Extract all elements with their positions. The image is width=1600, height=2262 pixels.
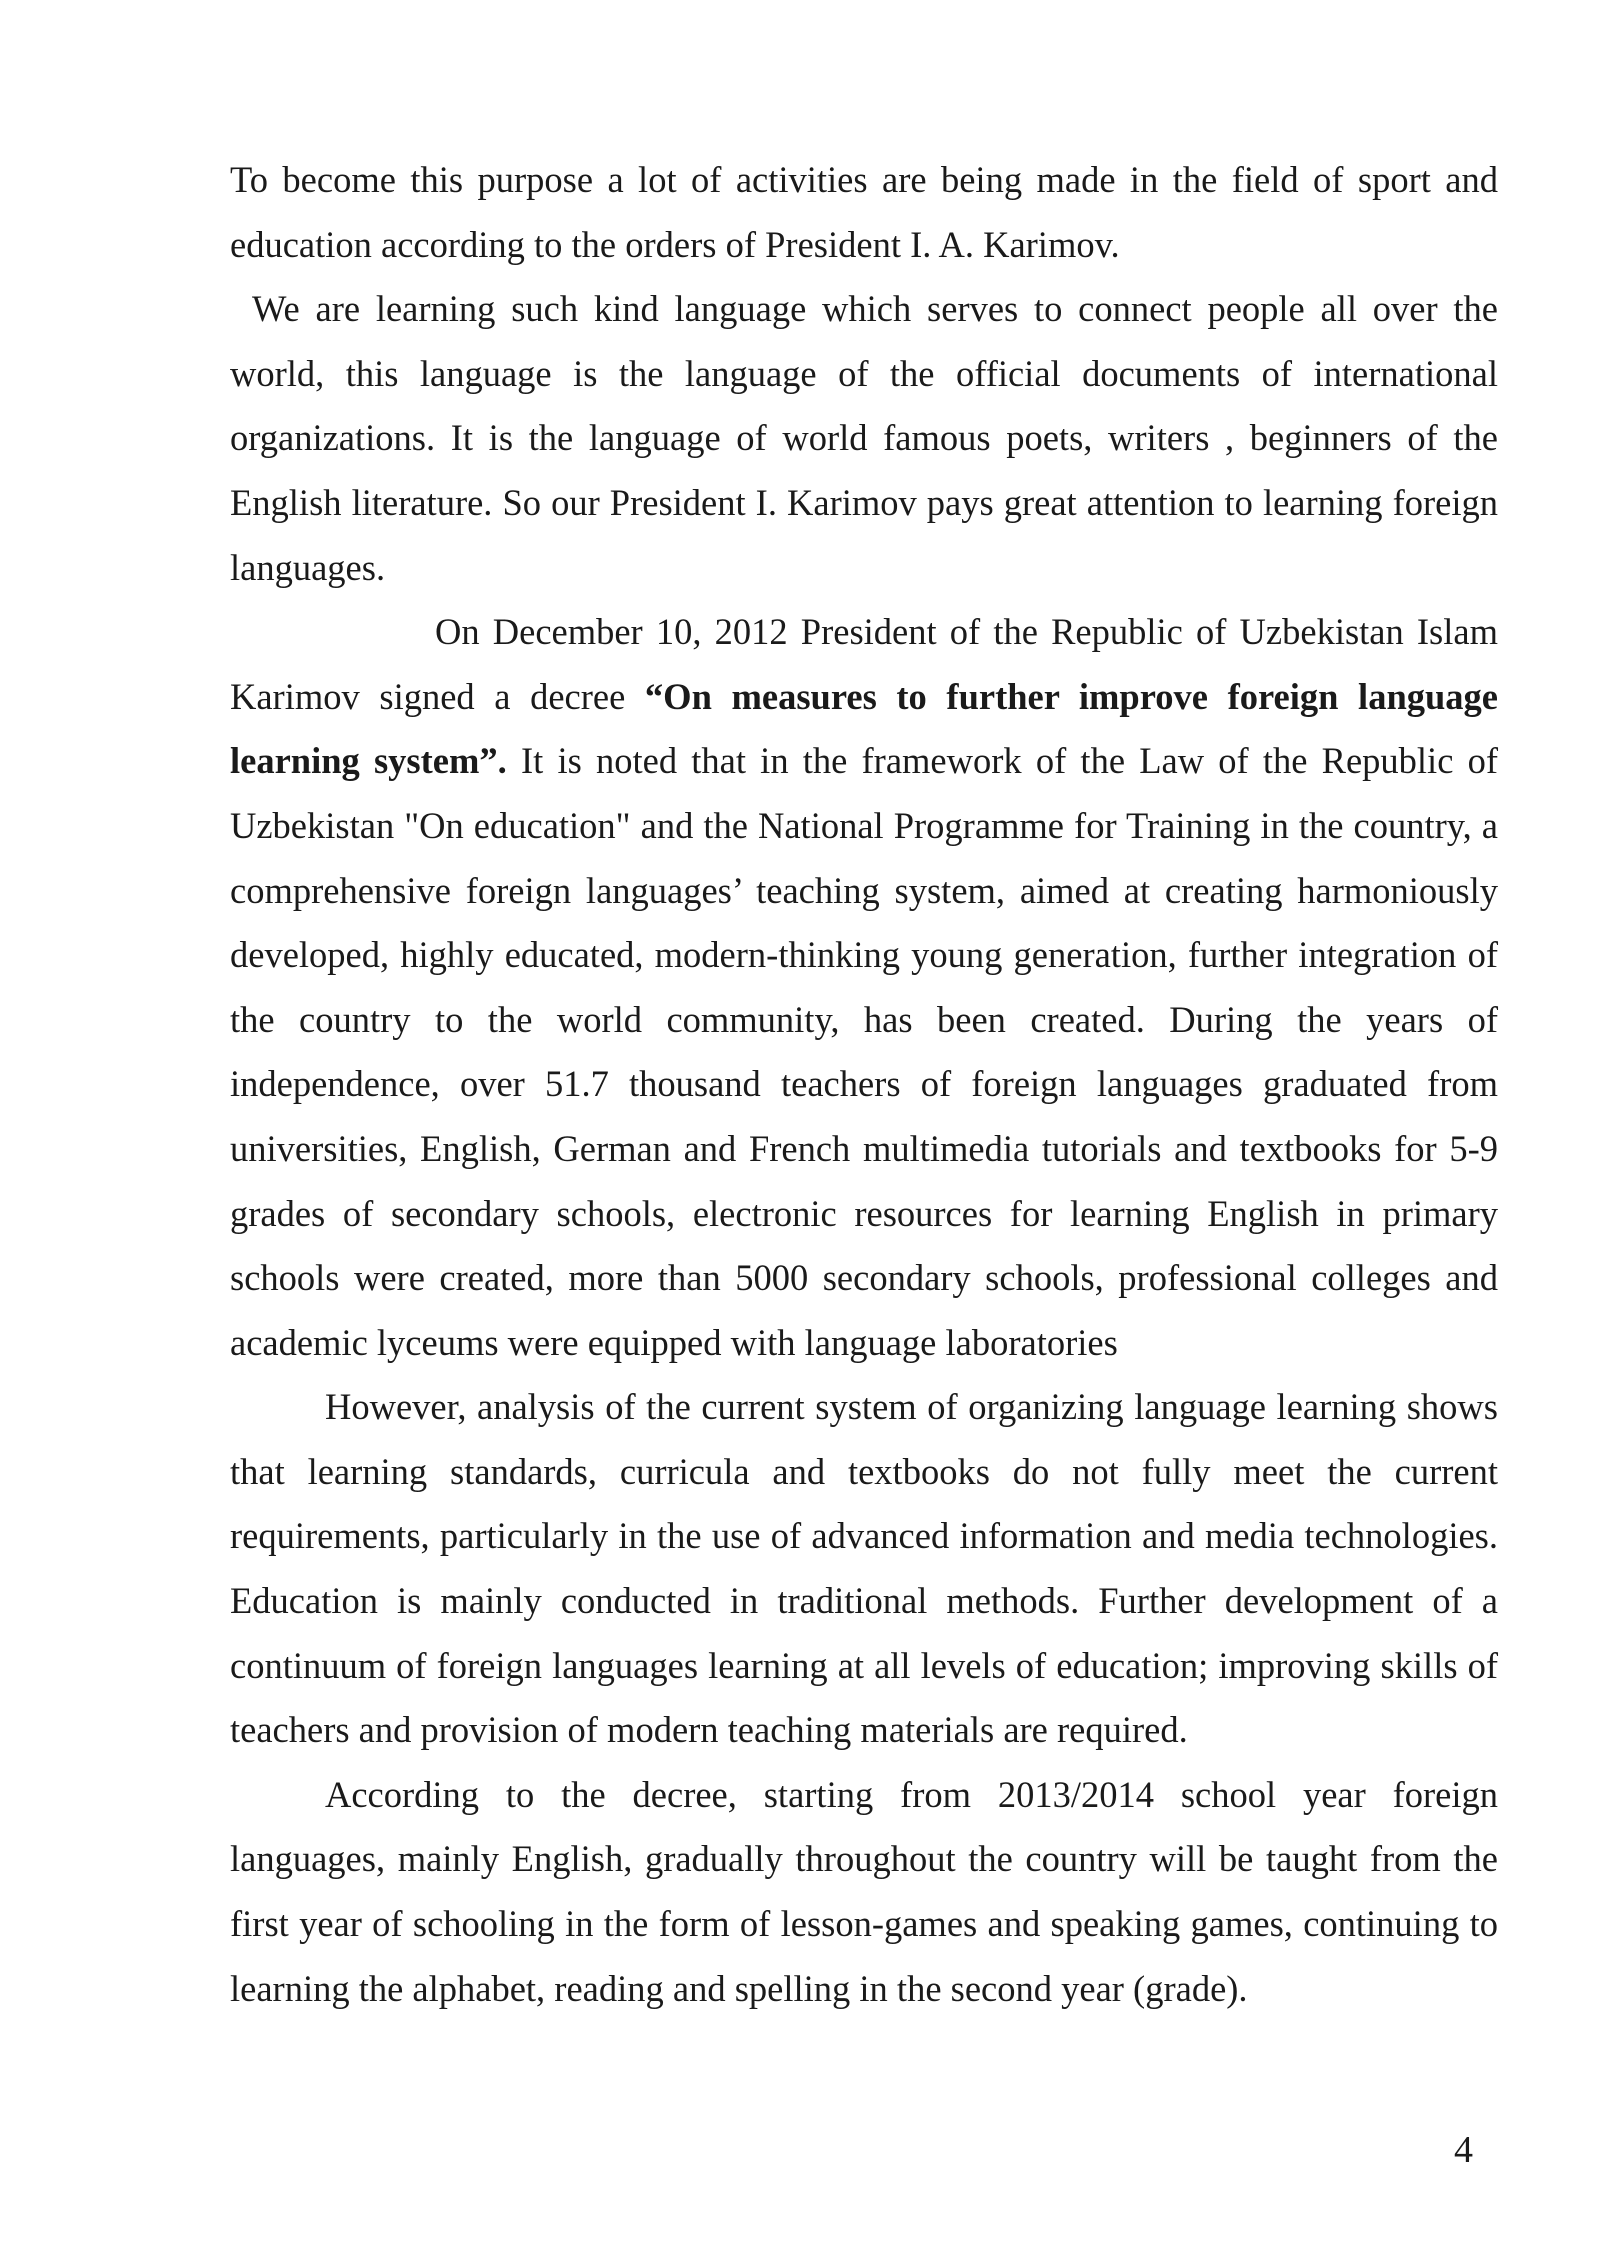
paragraph-3 <box>230 600 1498 1375</box>
decree-title: “On measures to further improve foreign language learning system”. <box>230 675 1498 782</box>
paragraph-4: However, analysis of the current system of organizing language learning shows that learning standards, curricula and textbooks do not fully meet the current requirements, particularly in the use of advanced information and media technologies. Education is mainly conducted in traditional methods. Further development of a continuum of foreign languages learning at all levels of education; improving skills of teachers and provision of modern teaching materials are required. <box>230 1386 1498 1751</box>
paragraph-5: According to the decree, starting from 2013/2014 school year foreign languages, mainly English, gradually throughout the country will be taught from the first year of schooling in the form of lesson-games and speaking games, continuing to learning the alphabet, reading and spelling in the second year (grade). <box>230 1773 1498 2009</box>
paragraph-1: To become this purpose a lot of activities are being made in the field of sport and education according to the orders of President I. A. Karimov. <box>230 159 1498 265</box>
paragraph-3-intro: On December 10, 2012 President of the Republic of Uzbekistan Islam Karimov signed a decree <box>230 611 1498 717</box>
page-number: 4 <box>1454 2129 1473 2171</box>
paragraph-2: We are learning such kind language which serves to connect people all over the world, this language is the language of the official documents of international organizations. It is the language of world famous poets, writers , beginners of the English literature. So our President I. Karimov pays great attention to learning foreign languages. <box>230 288 1498 588</box>
document-page <box>230 148 1498 2021</box>
paragraph-3-body: It is noted that in the framework of the Law of the Republic of Uzbekistan "On education" and the National Programme for Training in the country, a comprehensive foreign languages’ teaching system, aimed at creating harmoniously developed, highly educated, modern-thinking young generation, further integration of the country to the world community, has been created. During the years of independence, over 51.7 thousand teachers of foreign languages graduated from universities, English, German and French multimedia tutorials and textbooks for 5-9 grades of secondary schools, electronic resources for learning English in primary schools were created, more than 5000 secondary schools, professional colleges and academic lyceums were equipped with language laboratories <box>230 740 1498 1363</box>
